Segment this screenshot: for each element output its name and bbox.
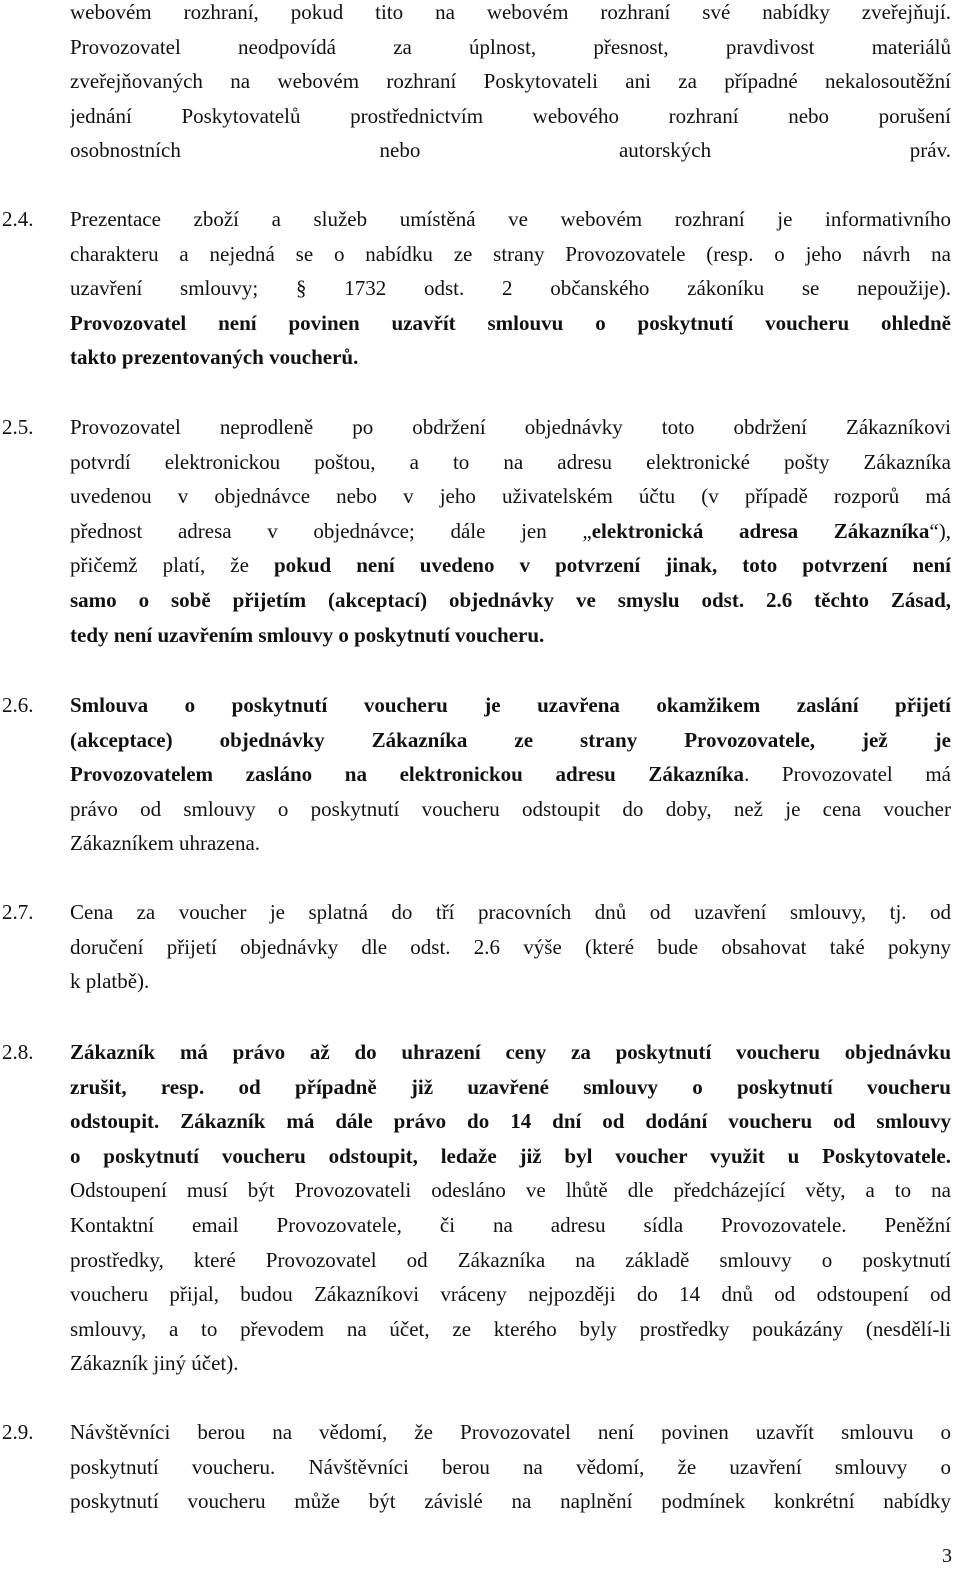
text-line	[70, 548, 951, 583]
text-run: právo od smlouvy o poskytnutí voucheru odstoupit do doby, než je cena voucher	[70, 796, 951, 821]
text-line	[70, 30, 951, 65]
text-line	[70, 1415, 951, 1450]
text-line	[70, 271, 951, 306]
bold-text-run: o poskytnutí voucheru odstoupit, ledaže již byl voucher využit u Poskytovatele.	[70, 1143, 951, 1168]
text-line	[70, 306, 951, 341]
text-run: doručení přijetí objednávky dle odst. 2.6 výše (které bude obsahovat také pokyny	[70, 934, 951, 959]
text-run: zveřejňovaných na webovém rozhraní Poskytovateli ani za případné nekalosoutěžní	[70, 69, 951, 94]
text-run: Návštěvníci berou na vědomí, že Provozovatel není povinen uzavřít smlouvu o	[70, 1420, 951, 1444]
text-run: voucheru přijal, budou Zákazníkovi vráceny nejpozději do 14 dnů od odstoupení od	[70, 1282, 951, 1307]
text-line	[70, 757, 951, 792]
text-line	[70, 445, 951, 480]
text-line	[70, 1484, 951, 1519]
section-number: 2.8.	[2, 1040, 34, 1064]
text-run: smlouvy, a to převodem na účet, ze kterého byly prostředky poukázány (nesdělí-li	[70, 1316, 951, 1341]
bold-text-run: Provozovatel není povinen uzavřít smlouvu o poskytnutí voucheru ohledně	[70, 310, 951, 335]
section-number: 2.6.	[2, 693, 34, 717]
text-run: prostředky, které Provozovatel od Zákazníka na základě smlouvy o poskytnutí	[70, 1247, 951, 1272]
text-run: Provozovatel neodpovídá za úplnost, přesnost, pravdivost materiálů	[70, 34, 951, 59]
bold-text-run: elektronická adresa Zákazníka	[591, 518, 930, 543]
bold-text-run: Smlouva o poskytnutí voucheru je uzavřena okamžikem zaslání přijetí	[70, 693, 951, 717]
text-line	[70, 930, 951, 965]
bold-text-run: odstoupit. Zákazník má dále právo do 14 dní od dodání voucheru od smlouvy	[70, 1109, 951, 1134]
text-line	[70, 340, 951, 375]
text-line	[70, 723, 951, 758]
text-run: Prezentace zboží a služeb umístěná ve webovém rozhraní je informativního	[70, 207, 951, 231]
bold-text-run: Provozovatelem zasláno na elektronickou adresu Zákazníka	[70, 762, 745, 787]
section-text	[70, 688, 951, 861]
text-run: přednost adresa v objednávce; dále jen „	[70, 518, 592, 543]
text-run: Kontaktní email Provozovatele, či na adresu sídla Provozovatele. Peněžní	[70, 1212, 951, 1237]
text-line	[70, 792, 951, 827]
text-run: k platbě).	[70, 969, 150, 994]
text-line	[70, 1346, 951, 1381]
bold-text-run: samo o sobě přijetím (akceptací) objednávky ve smyslu odst. 2.6 těchto Zásad,	[70, 587, 951, 612]
text-line	[70, 1070, 951, 1105]
text-run: uvedenou v objednávce nebo v jeho uživatelském účtu (v případě rozporů má	[70, 484, 951, 509]
text-line	[70, 1312, 951, 1347]
bold-text-run: pokud není uvedeno v potvrzení jinak, toto potvrzení není	[273, 553, 951, 578]
page-number: 3	[942, 1545, 952, 1567]
section-number: 2.4.	[2, 207, 34, 231]
section-number: 2.7.	[2, 900, 34, 924]
text-line	[70, 1450, 951, 1485]
bold-text-run: takto prezentovaných voucherů.	[70, 345, 359, 370]
text-run: Odstoupení musí být Provozovateli odesláno ve lhůtě dle předcházející věty, a to na	[70, 1178, 951, 1203]
text-line	[70, 64, 951, 99]
text-line	[70, 1035, 951, 1070]
text-run: poskytnutí voucheru může být závislé na naplnění podmínek konkrétní nabídky	[70, 1489, 951, 1514]
text-line	[70, 618, 951, 653]
text-run: “),	[929, 518, 951, 543]
bold-text-run: zrušit, resp. od případně již uzavřené smlouvy o poskytnutí voucheru	[70, 1074, 951, 1099]
text-run: Provozovatel neprodleně po obdržení objednávky toto obdržení Zákazníkovi	[70, 415, 951, 439]
intro-text	[70, 0, 951, 168]
text-run: charakteru a nejedná se o nabídku ze strany Provozovatele (resp. o jeho návrh na	[70, 241, 951, 266]
section-text	[70, 202, 951, 375]
section-text	[70, 410, 951, 652]
section-number: 2.5.	[2, 415, 34, 439]
text-run: Cena za voucher je splatná do tří pracovních dnů od uzavření smlouvy, tj. od	[70, 900, 951, 924]
text-run: webovém rozhraní, pokud tito na webovém rozhraní své nabídky zveřejňují.	[70, 0, 951, 24]
section-text	[70, 895, 951, 999]
text-line	[70, 964, 951, 999]
section-number: 2.9.	[2, 1420, 34, 1444]
text-run: přičemž platí, že	[70, 553, 274, 578]
text-run: uzavření smlouvy; § 1732 odst. 2 občanského zákoníku se nepoužije).	[70, 276, 951, 301]
bold-text-run: Zákazník má právo až do uhrazení ceny za poskytnutí voucheru objednávku	[70, 1040, 951, 1064]
text-line	[70, 1243, 951, 1278]
text-run: osobnostních nebo autorských práv.	[70, 138, 951, 163]
text-line	[70, 99, 951, 134]
bold-text-run: tedy není uzavřením smlouvy o poskytnutí voucheru.	[70, 622, 545, 647]
text-line	[70, 826, 951, 861]
text-run: Zákazník jiný účet).	[70, 1351, 239, 1376]
text-line	[70, 1104, 951, 1139]
text-line	[70, 1139, 951, 1174]
text-line	[70, 1277, 951, 1312]
text-line	[70, 202, 951, 237]
text-line	[70, 583, 951, 618]
text-line	[70, 688, 951, 723]
text-line	[70, 410, 951, 445]
text-line	[70, 1208, 951, 1243]
text-run: potvrdí elektronickou poštou, a to na adresu elektronické pošty Zákazníka	[70, 449, 951, 474]
section-text	[70, 1415, 951, 1519]
text-line	[70, 1173, 951, 1208]
text-run: . Provozovatel má	[744, 762, 951, 787]
bold-text-run: (akceptace) objednávky Zákazníka ze strany Provozovatele, jež je	[70, 727, 951, 752]
text-line	[70, 133, 951, 168]
section-text	[70, 1035, 951, 1381]
text-run: jednání Poskytovatelů prostřednictvím webového rozhraní nebo porušení	[70, 103, 951, 128]
text-line	[70, 479, 951, 514]
text-run: poskytnutí voucheru. Návštěvníci berou na vědomí, že uzavření smlouvy o	[70, 1454, 951, 1479]
text-run: Zákazníkem uhrazena.	[70, 831, 261, 856]
text-line	[70, 237, 951, 272]
text-line	[70, 895, 951, 930]
text-line	[70, 0, 951, 30]
text-line	[70, 514, 951, 549]
